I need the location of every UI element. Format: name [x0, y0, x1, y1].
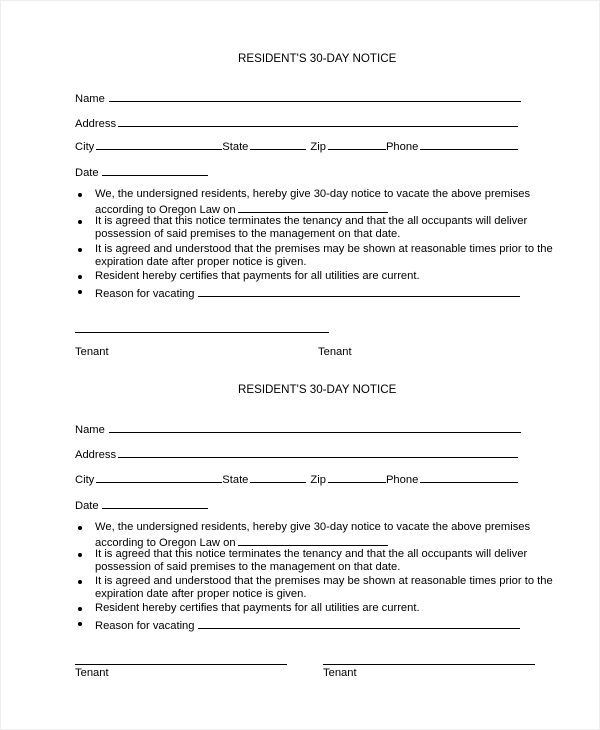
bullet-1-line-1: We, the undersigned residents, hereby give 30-day notice to vacate the above premises — [95, 521, 531, 533]
reason-label: Reason for vacating — [95, 620, 195, 632]
signature-line-left[interactable] — [75, 332, 329, 333]
bullet-icon — [78, 607, 82, 611]
bullet-icon — [78, 220, 82, 224]
state-label: State — [222, 141, 249, 153]
bullet-3-line-1: It is agreed and understood that the premises may be shown at reasonable times prior to the — [95, 243, 553, 255]
date-field[interactable] — [102, 164, 208, 176]
reason-field[interactable] — [198, 285, 520, 297]
tenant-label-left: Tenant — [75, 667, 109, 679]
notice-title: RESIDENT'S 30-DAY NOTICE — [238, 52, 397, 65]
tenant-label-left: Tenant — [75, 346, 109, 358]
notice-title: RESIDENT'S 30-DAY NOTICE — [238, 383, 397, 396]
name-row — [75, 421, 521, 437]
bullet-4: Resident hereby certifies that payments for all utilities are current. — [95, 602, 420, 614]
vacate-date-field[interactable] — [238, 201, 388, 213]
date-row — [75, 164, 208, 180]
name-row — [75, 90, 521, 106]
bullet-1-line-1: We, the undersigned residents, hereby give 30-day notice to vacate the above premises — [95, 188, 531, 200]
reason-label: Reason for vacating — [95, 288, 195, 300]
bullet-icon — [78, 248, 82, 252]
bullet-icon — [78, 580, 82, 584]
state-field[interactable] — [250, 471, 306, 483]
bullet-icon — [78, 526, 82, 530]
city-field[interactable] — [96, 138, 222, 150]
bullet-2-line-2: possession of said premises to the management on that date. — [95, 561, 401, 573]
phone-field[interactable] — [420, 471, 518, 483]
bullet-icon — [78, 193, 82, 197]
phone-label: Phone — [385, 474, 419, 486]
bullet-5 — [95, 285, 520, 301]
bullet-icon — [78, 553, 82, 557]
bullet-5 — [95, 617, 520, 633]
reason-field[interactable] — [198, 617, 520, 629]
bullet-3-line-2: expiration date after proper notice is given. — [95, 588, 307, 600]
address-label: Address — [75, 449, 117, 461]
tenant-label-right: Tenant — [323, 667, 357, 679]
signature-line-left[interactable] — [75, 664, 287, 665]
phone-label: Phone — [385, 141, 419, 153]
zip-label: Zip — [310, 474, 326, 486]
date-label: Date — [75, 167, 99, 179]
zip-label: Zip — [310, 141, 326, 153]
oregon-law-text: according to Oregon Law on — [95, 204, 236, 216]
name-field[interactable] — [109, 90, 521, 102]
address-label: Address — [75, 118, 117, 130]
city-row — [75, 471, 518, 487]
zip-field[interactable] — [328, 471, 386, 483]
zip-field[interactable] — [328, 138, 386, 150]
bullet-2-line-1: It is agreed that this notice terminates the tenancy and that the all occupants will deliver — [95, 548, 528, 560]
state-field[interactable] — [250, 138, 306, 150]
bullet-icon — [78, 290, 82, 294]
city-field[interactable] — [96, 471, 222, 483]
address-row — [75, 446, 518, 462]
name-field[interactable] — [109, 421, 521, 433]
date-row — [75, 497, 208, 513]
address-row — [75, 115, 518, 131]
bullet-4: Resident hereby certifies that payments for all utilities are current. — [95, 270, 420, 282]
bullet-3-line-1: It is agreed and understood that the premises may be shown at reasonable times prior to the — [95, 575, 553, 587]
tenant-label-right: Tenant — [318, 346, 352, 358]
address-field[interactable] — [118, 115, 518, 127]
city-label: City — [75, 474, 95, 486]
bullet-icon — [78, 622, 82, 626]
date-label: Date — [75, 500, 99, 512]
address-field[interactable] — [118, 446, 518, 458]
phone-field[interactable] — [420, 138, 518, 150]
bullet-2-line-2: possession of said premises to the management on that date. — [95, 228, 401, 240]
signature-line-right[interactable] — [323, 664, 535, 665]
name-label: Name — [75, 93, 105, 105]
date-field[interactable] — [102, 497, 208, 509]
vacate-date-field[interactable] — [238, 534, 388, 546]
oregon-law-text: according to Oregon Law on — [95, 537, 236, 549]
state-label: State — [222, 474, 249, 486]
bullet-icon — [78, 275, 82, 279]
bullet-2-line-1: It is agreed that this notice terminates the tenancy and that the all occupants will deliver — [95, 215, 528, 227]
name-label: Name — [75, 424, 105, 436]
bullet-3-line-2: expiration date after proper notice is given. — [95, 256, 307, 268]
city-label: City — [75, 141, 95, 153]
city-row — [75, 138, 518, 154]
